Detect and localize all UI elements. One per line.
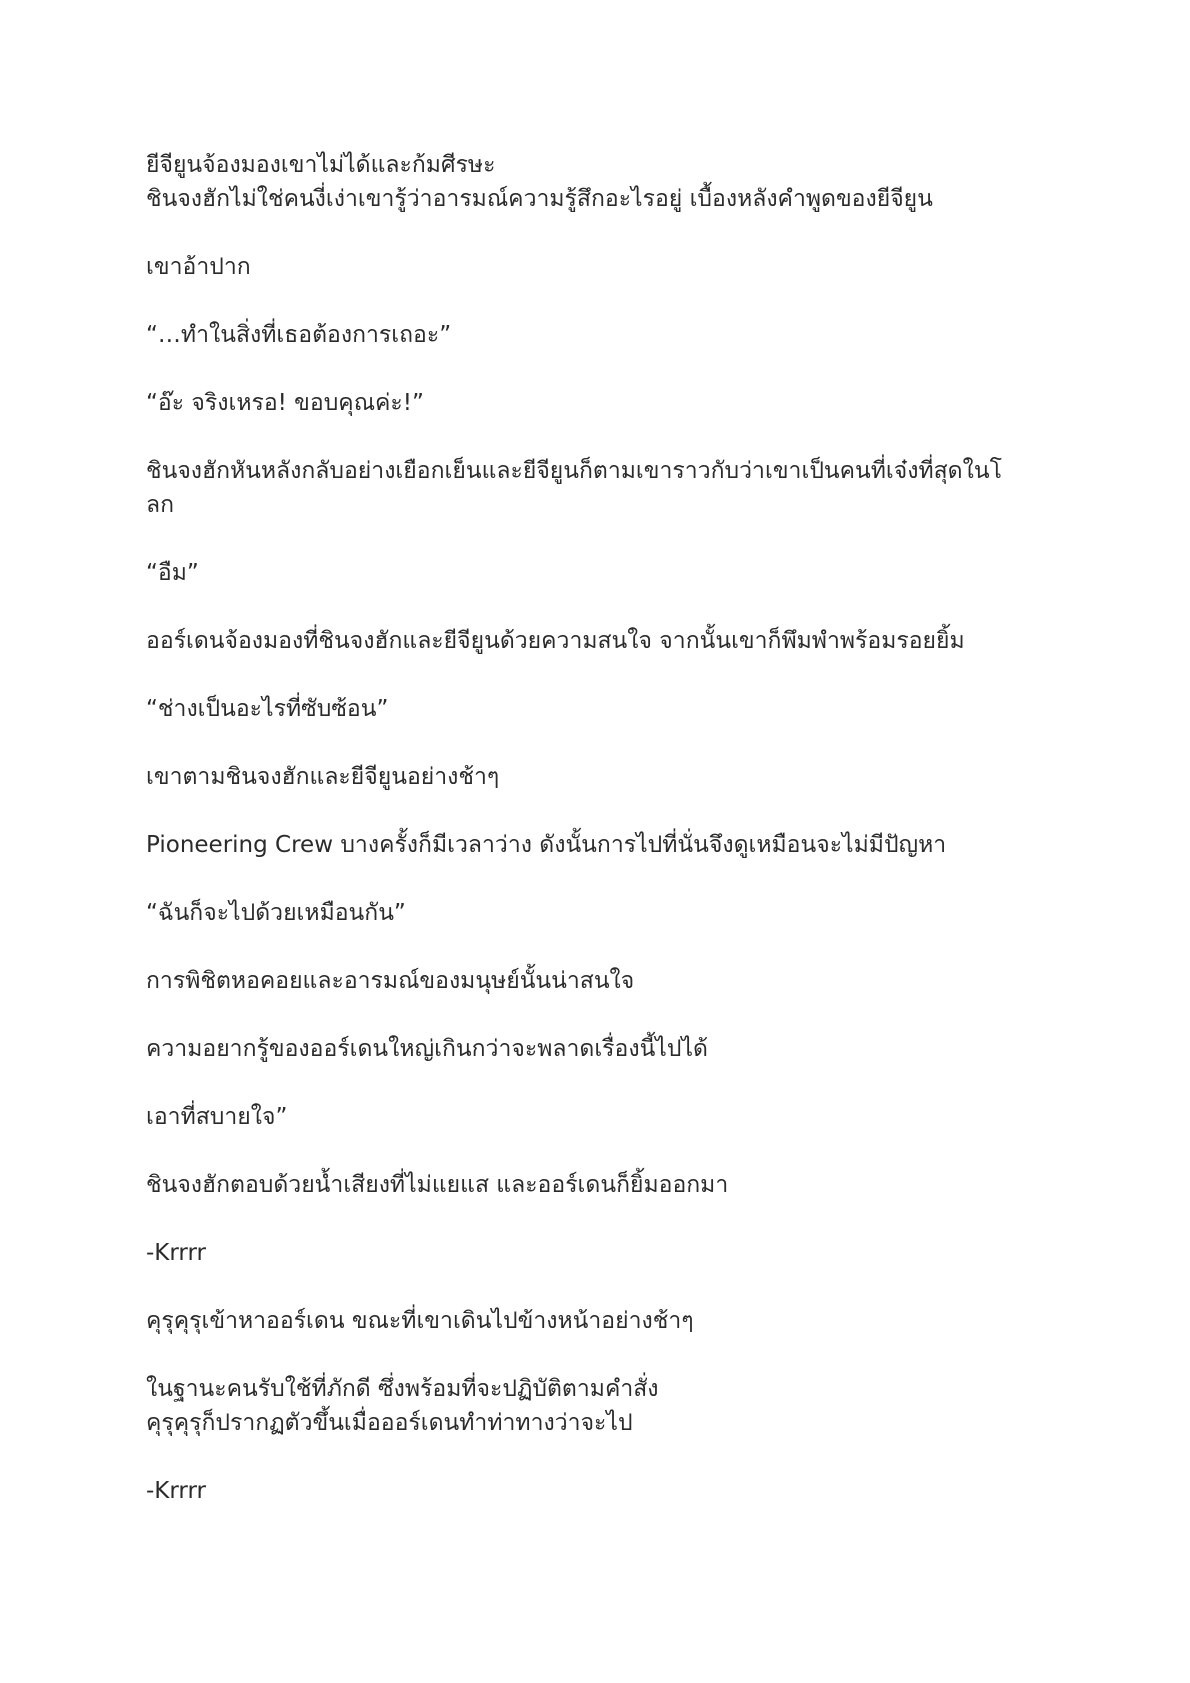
paragraph-4 bbox=[146, 386, 1046, 420]
text-line: -Krrrr bbox=[146, 1240, 206, 1266]
text-line: คุรุคุรุก็ปรากฏตัวขึ้นเมื่อออร์เดนทำท่าทางว่าจะไป bbox=[146, 1410, 633, 1436]
text-line: เอาที่สบายใจ” bbox=[146, 1104, 288, 1130]
paragraph-13 bbox=[146, 1032, 1046, 1066]
text-line: การพิชิตหอคอยและอารมณ์ของมนุษย์นั้นน่าสนใจ bbox=[146, 968, 635, 994]
paragraph-7 bbox=[146, 624, 1046, 658]
paragraph-18 bbox=[146, 1372, 1046, 1440]
text-line: “ฉันก็จะไปด้วยเหมือนกัน” bbox=[146, 900, 406, 926]
text-line: ความอยากรู้ของออร์เดนใหญ่เกินกว่าจะพลาดเรื่องนี้ไปได้ bbox=[146, 1036, 708, 1062]
paragraph-15 bbox=[146, 1168, 1046, 1202]
text-line: ในฐานะคนรับใช้ที่ภักดี ซึ่งพร้อมที่จะปฏิบัติตามคำสั่ง bbox=[146, 1376, 659, 1402]
paragraph-11 bbox=[146, 896, 1046, 930]
text-line: คุรุคุรุเข้าหาออร์เดน ขณะที่เขาเดินไปข้างหน้าอย่างช้าๆ bbox=[146, 1308, 694, 1334]
text-line: “…ทำในสิ่งที่เธอต้องการเถอะ” bbox=[146, 322, 452, 348]
text-line: ชินจงฮักตอบด้วยน้ำเสียงที่ไม่แยแส และออร์เดนก็ยิ้มออกมา bbox=[146, 1172, 729, 1198]
text-line: เขาอ้าปาก bbox=[146, 254, 251, 280]
paragraph-6 bbox=[146, 556, 1046, 590]
paragraph-5 bbox=[146, 454, 1046, 522]
text-line: “ช่างเป็นอะไรที่ซับซ้อน” bbox=[146, 696, 389, 722]
text-line: ยีจียูนจ้องมองเขาไม่ได้และก้มศีรษะ bbox=[146, 152, 496, 178]
paragraph-2 bbox=[146, 250, 1046, 284]
text-line: -Krrrr bbox=[146, 1478, 206, 1504]
text-line: ออร์เดนจ้องมองที่ชินจงฮักและยีจียูนด้วยความสนใจ จากนั้นเขาก็พึมพำพร้อมรอยยิ้ม bbox=[146, 628, 965, 654]
text-line: ลก bbox=[146, 492, 175, 518]
text-line: ชินจงฮักหันหลังกลับอย่างเยือกเย็นและยีจียูนก็ตามเขาราวกับว่าเขาเป็นคนที่เจ๋งที่สุดในโ bbox=[146, 458, 1002, 484]
paragraph-16 bbox=[146, 1236, 1046, 1270]
paragraph-14 bbox=[146, 1100, 1046, 1134]
paragraph-19 bbox=[146, 1474, 1046, 1508]
text-line: “อืม” bbox=[146, 560, 199, 586]
paragraph-17 bbox=[146, 1304, 1046, 1338]
paragraph-10 bbox=[146, 828, 1046, 862]
paragraph-8 bbox=[146, 692, 1046, 726]
paragraph-12 bbox=[146, 964, 1046, 998]
paragraph-3 bbox=[146, 318, 1046, 352]
text-line: เขาตามชินจงฮักและยีจียูนอย่างช้าๆ bbox=[146, 764, 500, 790]
text-line: Pioneering Crew บางครั้งก็มีเวลาว่าง ดังนั้นการไปที่นั่นจึงดูเหมือนจะไม่มีปัญหา bbox=[146, 832, 947, 858]
paragraph-9 bbox=[146, 760, 1046, 794]
document-body bbox=[146, 148, 1046, 1542]
text-line: ชินจงฮักไม่ใช่คนงี่เง่าเขารู้ว่าอารมณ์ความรู้สึกอะไรอยู่ เบื้องหลังคำพูดของยีจียูน bbox=[146, 186, 933, 212]
paragraph-1 bbox=[146, 148, 1046, 216]
text-line: “อ๊ะ จริงเหรอ! ขอบคุณค่ะ!” bbox=[146, 390, 424, 416]
